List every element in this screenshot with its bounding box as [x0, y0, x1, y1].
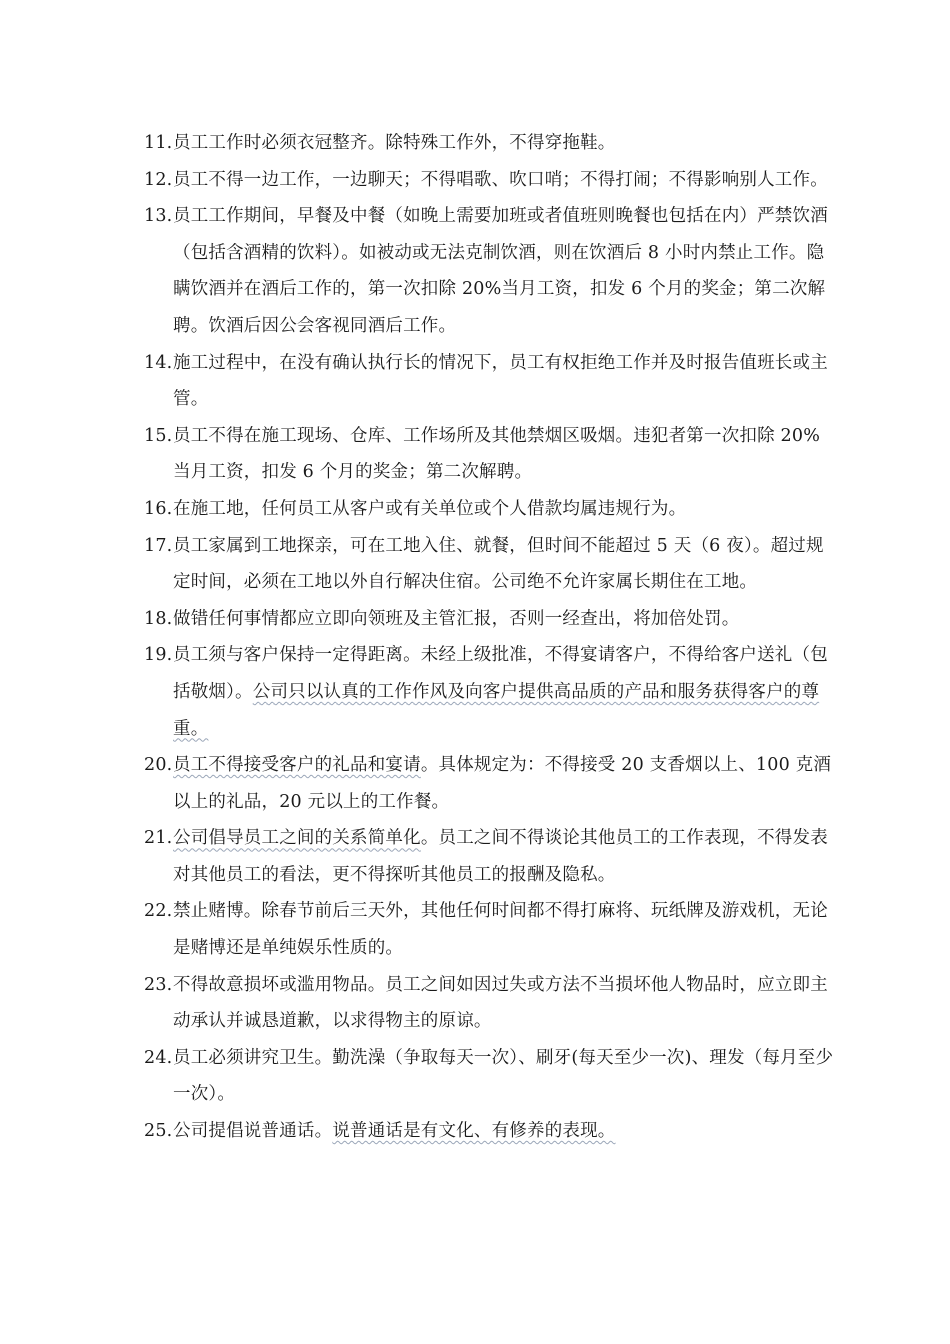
rule-item-19	[144, 637, 834, 747]
rule-number: 18.	[144, 608, 173, 629]
rule-text-part: 员工须与客户保持一定得距离。未经上级批准，不得宴请客户，不得给客户送礼（包括敬烟）。	[173, 645, 828, 702]
rule-text	[173, 1113, 834, 1150]
rule-item-13	[144, 198, 834, 344]
rule-number: 11.	[144, 133, 173, 153]
rule-text: 员工必须讲究卫生。勤洗澡（争取每天一次）、刷牙(每天至少一次)、理发（每月至少一次）。	[173, 1047, 834, 1105]
rule-text-part: 。员工之间不得谈论其他员工的工作表现，不得发表对其他员工的看法，更不得探听其他员工的报酬及隐私。	[173, 828, 828, 885]
rule-item-16	[144, 491, 834, 528]
rule-item-18	[144, 601, 834, 638]
rule-number: 15.	[144, 425, 173, 446]
rule-text-part: 。具体规定为：不得接受 20 支香烟以上、100 克酒以上的礼品，20 元以上的工作餐。	[173, 755, 832, 812]
rule-text	[173, 637, 834, 747]
grammar-underlined-text: 公司倡导员工之间的关系简单化	[173, 828, 421, 849]
grammar-underlined-text: 员工不得接受客户的礼品和宴请	[173, 755, 421, 776]
rule-number: 13.	[144, 206, 173, 227]
rule-item-15	[144, 418, 834, 491]
rule-text	[173, 747, 834, 820]
rule-text: 做错任何事情都应立即向领班及主管汇报，否则一经查出，将加倍处罚。	[173, 608, 740, 629]
rule-number: 22.	[144, 901, 173, 922]
rule-text: 员工家属到工地探亲，可在工地入住、就餐，但时间不能超过 5 天（6 夜）。超过规定时间，必须在工地以外自行解决住宿。公司绝不允许家属长期住在工地。	[173, 535, 824, 593]
rule-item-14	[144, 345, 834, 418]
rule-item-20	[144, 747, 834, 820]
rule-number: 16.	[144, 498, 173, 519]
rule-number: 25.	[144, 1121, 173, 1142]
rule-number: 19.	[144, 645, 173, 666]
rule-text: 员工工作时必须衣冠整齐。除特殊工作外，不得穿拖鞋。	[173, 133, 616, 153]
rule-text: 员工不得在施工现场、仓库、工作场所及其他禁烟区吸烟。违犯者第一次扣除 20%当月工资，扣发 6 个月的奖金；第二次解聘。	[173, 425, 821, 483]
rule-number: 20.	[144, 755, 173, 776]
rule-number: 17.	[144, 535, 173, 556]
rule-item-23	[144, 967, 834, 1040]
rule-item-12	[144, 162, 834, 199]
rule-number: 14.	[144, 352, 173, 373]
rule-text: 施工过程中，在没有确认执行长的情况下，员工有权拒绝工作并及时报告值班长或主管。	[173, 352, 828, 410]
rule-item-11	[144, 125, 834, 162]
grammar-underlined-text: 说普通话是有文化、有修养的表现。	[332, 1121, 616, 1142]
rules-list	[144, 125, 834, 1150]
grammar-underlined-text: 公司只以认真的工作作风及向客户提供高品质的产品和服务获得客户的尊重。	[173, 681, 820, 739]
rule-item-17	[144, 528, 834, 601]
rule-number: 24.	[144, 1047, 173, 1068]
rule-text: 在施工地，任何员工从客户或有关单位或个人借款均属违规行为。	[173, 498, 687, 519]
rule-item-22	[144, 893, 834, 966]
rule-number: 23.	[144, 974, 173, 995]
rule-text: 员工工作期间，早餐及中餐（如晚上需要加班或者值班则晚餐也包括在内）严禁饮酒（包括含酒精的饮料）。如被动或无法克制饮酒，则在饮酒后 8 小时内禁止工作。隐瞒饮酒并在酒后工作的，第一次扣除 20%当月工资，扣发 6 个月的奖金；第二次解聘。饮酒后因公会客视同酒后工作。	[173, 206, 828, 336]
rule-item-24	[144, 1040, 834, 1113]
rule-number: 12.	[144, 169, 173, 190]
rule-text-part: 公司提倡说普通话。	[173, 1121, 333, 1142]
rule-text: 不得故意损坏或滥用物品。员工之间如因过失或方法不当损坏他人物品时，应立即主动承认并诚恳道歉，以求得物主的原谅。	[173, 974, 828, 1032]
rule-item-21	[144, 820, 834, 893]
rule-item-25	[144, 1113, 834, 1150]
rule-text: 禁止赌博。除春节前后三天外，其他任何时间都不得打麻将、玩纸牌及游戏机，无论是赌博还是单纯娱乐性质的。	[173, 901, 828, 959]
rule-text	[173, 820, 834, 893]
rule-number: 21.	[144, 828, 173, 849]
rule-text: 员工不得一边工作，一边聊天；不得唱歌、吹口哨；不得打闹；不得影响别人工作。	[173, 169, 828, 190]
